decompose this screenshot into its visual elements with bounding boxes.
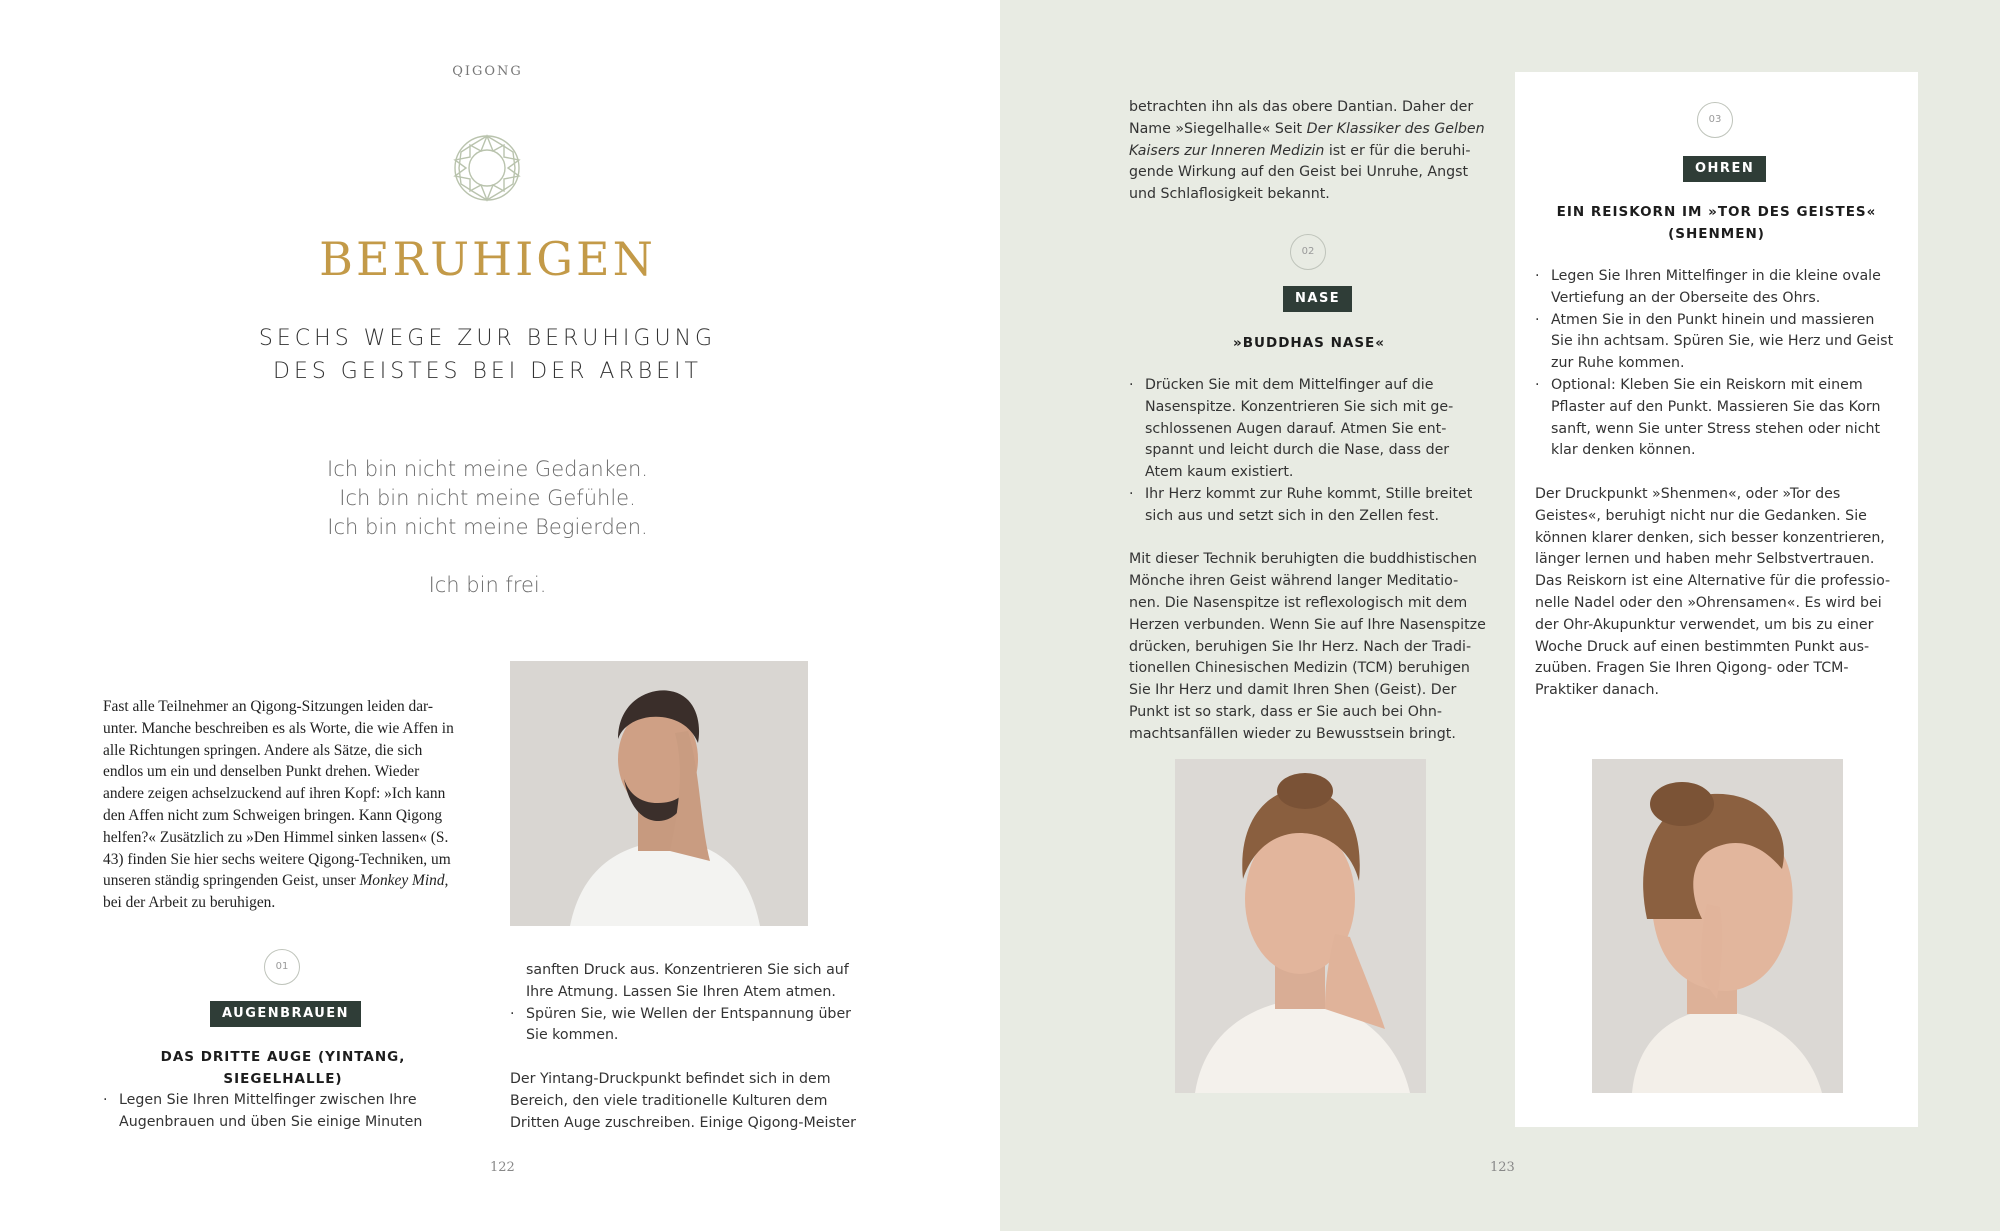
- poem-line: Ich bin nicht meine Begierden.: [327, 515, 648, 539]
- poem: [0, 455, 975, 600]
- list-item: · Spüren Sie, wie Wellen der Entspannung über Sie kommen.: [510, 1004, 870, 1048]
- list-item: · Optional: Kleben Sie ein Reiskorn mit einem Pflaster auf den Punkt. Massieren Sie das Korn sanft, wenn Sie unter Stress stehen oder nicht klar denken können.: [1535, 375, 1898, 462]
- section-tag-nase: NASE: [1283, 286, 1352, 312]
- heading-line: (SHENMEN): [1668, 226, 1765, 242]
- intro-paragraph: Fast alle Teilnehmer an Qigong-Sitzungen leiden dar-unter. Manche beschreiben es als Worte, die wie Affen in alle Richtungen springen. Andere als Sätze, die sich endlos um ein und denselben Punkt drehen. Wieder andere zeigen achselzuckend auf ihren Kopf: »Ich kann den Affen nicht zum Schweigen bringen. Kann Qigong helfen?« Zusätzlich zu »Den Himmel sinken lassen« (S. 43) finden Sie hier sechs weitere Qigong-Techniken, um unseren ständig springenden Geist, unser Monkey Mind, bei der Arbeit zu beruhigen.: [103, 698, 454, 912]
- section1-bullets: [103, 1090, 463, 1134]
- section2-paragraph: Mit dieser Technik beruhigten die buddhistischen Mönche ihren Geist während langer Meditatio-nen. Die Nasenspitze ist reflexologisch mit dem Herzen verbunden. Wenn Sie auf Ihre Nasenspitze drücken, beruhigen Sie Ihr Herz. Nach der Tradi-tionellen Chinesischen Medizin (TCM) beruhigen Sie Ihr Herz und damit Ihren Shen (Geist). Der Punkt ist so stark, dass er Sie auch bei Ohn-machtsanfällen wieder zu Bewusstsein bringt.: [1129, 551, 1486, 742]
- subtitle-line: DES GEISTES BEI DER ARBEIT: [273, 359, 702, 384]
- photo-woman-nose: [1175, 759, 1426, 1093]
- list-item-continued: sanften Druck aus. Konzentrieren Sie sich auf Ihre Atmung. Lassen Sie Ihren Atem atmen.: [526, 962, 849, 1000]
- section-number-3: 03: [1697, 102, 1733, 138]
- poem-line: Ich bin frei.: [428, 573, 547, 597]
- section3-body: [1535, 266, 1898, 702]
- page-number-left: 122: [490, 1160, 515, 1175]
- section-heading-3: [1535, 201, 1898, 245]
- photo-man-forehead: [510, 661, 808, 926]
- page-number-right: 123: [1490, 1160, 1515, 1175]
- section3-paragraph: Der Druckpunkt »Shenmen«, oder »Tor des Geistes«, beruhigt nicht nur die Gedanken. Sie können klarer denken, sich besser konzentrieren, länger lernen und haben mehr Selbstvertrauen. Das Reiskorn ist eine Alternative für die professio-nelle Nadel oder den »Ohrensamen«. Es wird bei der Ohr-Akupunktur verwendet, um bis zu einer Woche Druck auf einen bestimmten Punkt aus-zuüben. Fragen Sie Ihren Qigong- oder TCM-Praktiker danach.: [1535, 485, 1891, 699]
- section1-paragraph: Der Yintang-Druckpunkt befindet sich in dem Bereich, den viele traditionelle Kulturen dem Dritten Auge zuschreiben. Einige Qigong-Meister: [510, 1070, 856, 1131]
- section1-continuation: [510, 960, 870, 1134]
- list-item: · Ihr Herz kommt zur Ruhe kommt, Stille breitet sich aus und setzt sich in den Zellen fest.: [1129, 484, 1489, 528]
- continuation-paragraph: betrachten ihn als das obere Dantian. Daher der Name »Siegelhalle« Seit Der Klassiker des Gelben Kaisers zur Inneren Medizin ist er für die beruhi-gende Wirkung auf den Geist bei Unruhe, Angst und Schlaflosigkeit bekannt.: [1129, 99, 1485, 203]
- list-item: · Legen Sie Ihren Mittelfinger in die kleine ovale Vertiefung an der Oberseite des Ohrs.: [1535, 266, 1898, 310]
- page-title: BERUHIGEN: [319, 232, 656, 286]
- running-header: QIGONG: [452, 64, 523, 79]
- heading-line: EIN REISKORN IM »TOR DES GEISTES«: [1556, 204, 1877, 220]
- mandala-logo-icon: [452, 133, 522, 203]
- subtitle-line: SECHS WEGE ZUR BERUHIGUNG: [258, 326, 717, 351]
- section-heading-2: »BUDDHAS NASE«: [1233, 335, 1385, 351]
- section-number-1: 01: [264, 949, 300, 985]
- section-tag-ohren: OHREN: [1683, 156, 1766, 182]
- list-item: · Atmen Sie in den Punkt hinein und massieren Sie ihn achtsam. Spüren Sie, wie Herz und Geist zur Ruhe kommen.: [1535, 310, 1898, 375]
- poem-line: Ich bin nicht meine Gedanken.: [327, 457, 648, 481]
- section-number-2: 02: [1290, 234, 1326, 270]
- page-subtitle: [0, 322, 975, 388]
- section-heading-1: DAS DRITTE AUGE (YINTANG, SIEGELHALLE): [160, 1049, 406, 1087]
- section-tag-augenbrauen: AUGENBRAUEN: [210, 1001, 361, 1027]
- list-item: · Legen Sie Ihren Mittelfinger zwischen Ihre Augenbrauen und üben Sie einige Minuten: [103, 1090, 463, 1134]
- poem-line: Ich bin nicht meine Gefühle.: [339, 486, 636, 510]
- section2-body: [1129, 375, 1489, 746]
- photo-woman-ear: [1592, 759, 1843, 1093]
- list-item: · Drücken Sie mit dem Mittelfinger auf die Nasenspitze. Konzentrieren Sie sich mit ge-schlossenen Augen darauf. Atmen Sie ent-spannt und leicht durch die Nase, dass der Atem kaum existiert.: [1129, 375, 1489, 484]
